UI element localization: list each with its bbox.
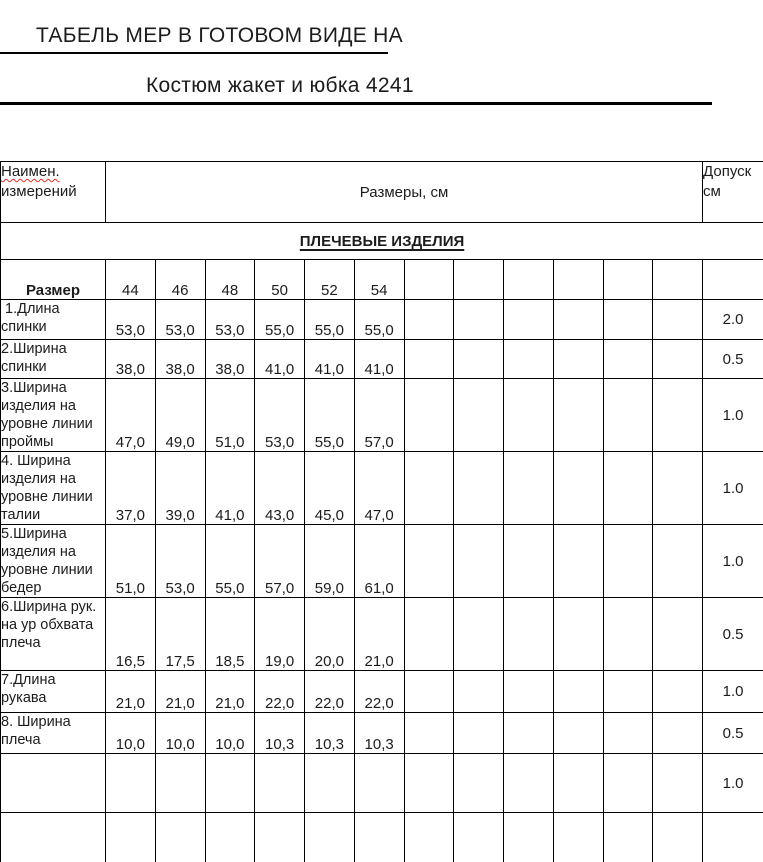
measurement-value: 61,0 [354, 525, 404, 598]
table-row [1, 300, 763, 340]
empty-cell [404, 452, 454, 525]
empty-cell [155, 813, 205, 862]
empty-cell [454, 340, 504, 379]
empty-cell [404, 713, 454, 754]
measurement-value: 53,0 [155, 300, 205, 340]
measurement-value: 10,0 [106, 713, 156, 754]
measurement-value: 16,5 [106, 598, 156, 671]
measurement-value: 45,0 [305, 452, 355, 525]
header-sizes-label: Размеры, см [106, 162, 703, 223]
empty-cell [653, 300, 703, 340]
empty-cell [255, 754, 305, 813]
table-header-row [1, 162, 763, 223]
measurement-value: 22,0 [255, 671, 305, 713]
header-name-word2: измерений [1, 183, 77, 200]
measurement-value: 47,0 [106, 379, 156, 452]
empty-cell [504, 671, 554, 713]
size-48: 48 [205, 260, 255, 300]
size-row-label: Размер [1, 260, 106, 300]
measurement-value: 18,5 [205, 598, 255, 671]
measurement-name: 8. Ширина плеча [1, 713, 106, 754]
measurement-value: 10,3 [305, 713, 355, 754]
table-row [1, 754, 763, 813]
measurement-value: 38,0 [155, 340, 205, 379]
tolerance-value: 1.0 [703, 452, 763, 525]
empty-cell [454, 713, 504, 754]
empty-cell [603, 813, 653, 862]
empty-cell [205, 754, 255, 813]
empty-cell [553, 452, 603, 525]
empty-cell [504, 598, 554, 671]
empty-cell [504, 452, 554, 525]
size-46: 46 [155, 260, 205, 300]
measurement-name: 4. Ширина изделия на уровне линии талии [1, 452, 106, 525]
empty-cell [255, 813, 305, 862]
empty-cell [454, 300, 504, 340]
measurement-name: 2.Ширина спинки [1, 340, 106, 379]
empty-cell [404, 525, 454, 598]
measurement-value: 19,0 [255, 598, 305, 671]
tolerance-value: 1.0 [703, 379, 763, 452]
empty-cell [404, 813, 454, 862]
empty-cell [603, 713, 653, 754]
document-subtitle: Костюм жакет и юбка 4241 [0, 74, 712, 105]
empty-cell [653, 340, 703, 379]
measurement-value: 41,0 [255, 340, 305, 379]
empty-cell [404, 671, 454, 713]
header-measurement-names [1, 162, 106, 223]
empty-cell [504, 379, 554, 452]
measurement-value: 41,0 [305, 340, 355, 379]
empty-cell [553, 340, 603, 379]
empty-cell [653, 525, 703, 598]
measurement-value: 17,5 [155, 598, 205, 671]
empty-cell [454, 452, 504, 525]
table-row [1, 379, 763, 452]
tolerance-value: 0.5 [703, 598, 763, 671]
measurement-value: 10,0 [155, 713, 205, 754]
empty-cell [603, 671, 653, 713]
measurement-value: 38,0 [205, 340, 255, 379]
size-44: 44 [106, 260, 156, 300]
measurement-value: 55,0 [205, 525, 255, 598]
measurement-value: 55,0 [305, 300, 355, 340]
measurement-value: 43,0 [255, 452, 305, 525]
table-row [1, 525, 763, 598]
empty-cell [653, 452, 703, 525]
measurement-value: 21,0 [354, 598, 404, 671]
empty-cell [454, 598, 504, 671]
measurement-value: 37,0 [106, 452, 156, 525]
empty-cell [603, 598, 653, 671]
size-54: 54 [354, 260, 404, 300]
empty-cell [653, 671, 703, 713]
empty-cell [504, 525, 554, 598]
measurement-value: 21,0 [155, 671, 205, 713]
empty-cell [305, 754, 355, 813]
empty-cell [653, 754, 703, 813]
tolerance-value: 1.0 [703, 671, 763, 713]
empty-cell [106, 754, 156, 813]
measurement-value: 53,0 [155, 525, 205, 598]
empty-cell [404, 598, 454, 671]
empty-cell [603, 379, 653, 452]
document-title: ТАБЕЛЬ МЕР В ГОТОВОМ ВИДЕ НА [0, 24, 388, 54]
empty-tolerance-cell [703, 260, 763, 300]
measurement-value: 51,0 [205, 379, 255, 452]
empty-cell [553, 379, 603, 452]
measurement-value: 21,0 [106, 671, 156, 713]
tolerance-value [703, 813, 763, 862]
measurement-value: 22,0 [305, 671, 355, 713]
empty-cell [553, 300, 603, 340]
empty-cell [603, 452, 653, 525]
empty-cell [603, 300, 653, 340]
measurement-value: 20,0 [305, 598, 355, 671]
empty-cell [603, 525, 653, 598]
empty-cell [504, 713, 554, 754]
measurement-name: 1.Длина спинки [1, 300, 106, 340]
measurement-value: 41,0 [354, 340, 404, 379]
measurement-value: 22,0 [354, 671, 404, 713]
measurement-value: 39,0 [155, 452, 205, 525]
empty-cell [653, 260, 703, 300]
empty-cell [603, 754, 653, 813]
empty-cell [404, 340, 454, 379]
header-tolerance-label: Допуск см [703, 162, 763, 223]
empty-cell [454, 813, 504, 862]
empty-cell [504, 300, 554, 340]
empty-cell [553, 525, 603, 598]
empty-cell [553, 754, 603, 813]
measurement-value: 53,0 [205, 300, 255, 340]
tolerance-value: 0.5 [703, 340, 763, 379]
empty-cell [454, 671, 504, 713]
empty-cell [653, 713, 703, 754]
empty-cell [553, 260, 603, 300]
measurement-name: 3.Ширина изделия на уровне линии проймы [1, 379, 106, 452]
measurement-value: 53,0 [106, 300, 156, 340]
measurement-value: 49,0 [155, 379, 205, 452]
measurement-name: 6.Ширина рук. на ур обхвата плеча [1, 598, 106, 671]
measurement-name: 7.Длина рукава [1, 671, 106, 713]
empty-cell [553, 671, 603, 713]
empty-cell [454, 379, 504, 452]
table-row [1, 713, 763, 754]
empty-cell [106, 813, 156, 862]
size-50: 50 [255, 260, 305, 300]
empty-cell [603, 340, 653, 379]
empty-cell [404, 379, 454, 452]
table-row [1, 671, 763, 713]
empty-cell [504, 754, 554, 813]
tolerance-value: 1.0 [703, 754, 763, 813]
size-header-row [1, 260, 763, 300]
section-title-cell [1, 223, 763, 260]
table-row [1, 452, 763, 525]
section-header-row [1, 223, 763, 260]
measurement-value: 57,0 [255, 525, 305, 598]
empty-cell [155, 754, 205, 813]
measurement-value: 59,0 [305, 525, 355, 598]
measurement-value: 55,0 [305, 379, 355, 452]
measurement-value: 55,0 [255, 300, 305, 340]
table-row [1, 813, 763, 862]
measurement-name [1, 754, 106, 813]
measurement-value: 53,0 [255, 379, 305, 452]
empty-cell [553, 813, 603, 862]
empty-cell [454, 754, 504, 813]
empty-cell [553, 598, 603, 671]
measurement-table [0, 161, 763, 862]
empty-cell [553, 713, 603, 754]
measurement-value: 55,0 [354, 300, 404, 340]
empty-cell [205, 813, 255, 862]
empty-cell [653, 813, 703, 862]
measurement-value: 57,0 [354, 379, 404, 452]
empty-cell [404, 754, 454, 813]
empty-cell [354, 813, 404, 862]
empty-cell [404, 300, 454, 340]
measurement-value: 41,0 [205, 452, 255, 525]
measurement-name [1, 813, 106, 862]
measurement-value: 51,0 [106, 525, 156, 598]
table-row [1, 340, 763, 379]
measurement-value: 47,0 [354, 452, 404, 525]
empty-cell [504, 260, 554, 300]
measurement-value: 21,0 [205, 671, 255, 713]
tolerance-value: 0.5 [703, 713, 763, 754]
tolerance-value: 2.0 [703, 300, 763, 340]
measurement-value: 38,0 [106, 340, 156, 379]
measurement-value: 10,0 [205, 713, 255, 754]
measurement-name: 5.Ширина изделия на уровне линии бедер [1, 525, 106, 598]
empty-cell [454, 260, 504, 300]
tolerance-value: 1.0 [703, 525, 763, 598]
empty-cell [653, 379, 703, 452]
empty-cell [603, 260, 653, 300]
empty-cell [504, 813, 554, 862]
empty-cell [354, 754, 404, 813]
empty-cell [404, 260, 454, 300]
empty-cell [504, 340, 554, 379]
section-title: ПЛЕЧЕВЫЕ ИЗДЕЛИЯ [299, 232, 465, 250]
empty-cell [454, 525, 504, 598]
empty-cell [305, 813, 355, 862]
measurement-value: 10,3 [354, 713, 404, 754]
measurement-value: 10,3 [255, 713, 305, 754]
empty-cell [653, 598, 703, 671]
table-row [1, 598, 763, 671]
header-name-word1: Наимен. [1, 163, 60, 180]
size-52: 52 [305, 260, 355, 300]
